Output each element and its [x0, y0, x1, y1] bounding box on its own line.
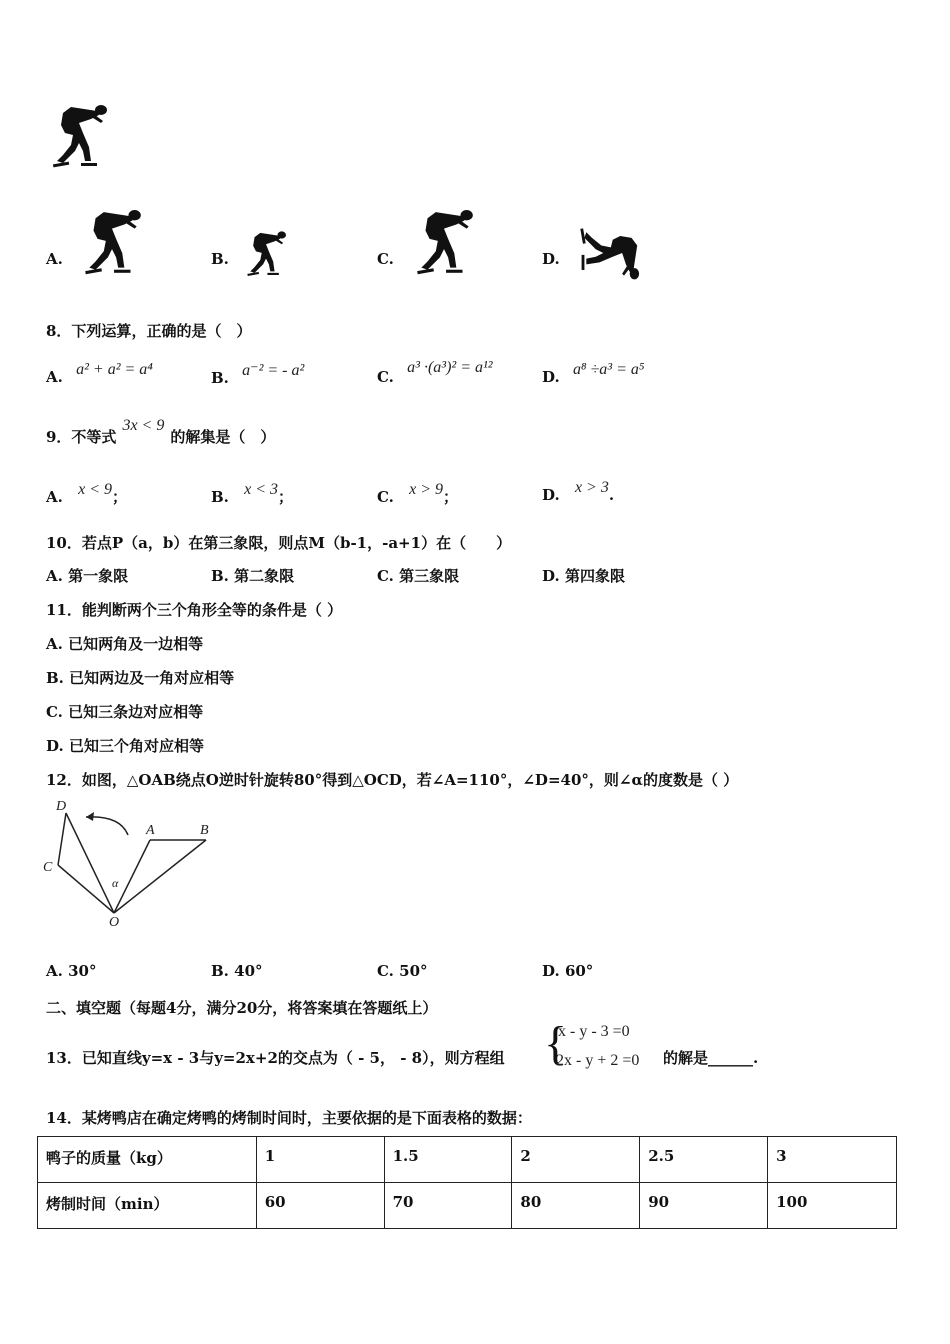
q8-option-d[interactable]: [542, 361, 645, 387]
label-o: O: [109, 915, 120, 930]
option-letter: B.: [211, 369, 229, 387]
q10-option-c[interactable]: [377, 565, 459, 586]
q12-option-b[interactable]: [211, 962, 263, 980]
q7-option-b-letter[interactable]: B.: [211, 250, 229, 268]
option-text: 已知三条边对应相等: [68, 703, 204, 721]
table-cell: 60: [256, 1183, 384, 1229]
table-row: [38, 1183, 897, 1229]
label-c: C: [43, 860, 53, 875]
option-text: 50°: [399, 962, 428, 980]
q8-d-expr: a⁸ ÷a³ = a⁵: [572, 361, 645, 378]
table-cell: 1: [256, 1137, 384, 1183]
q8-a-expr: a² + a² = a⁴: [76, 361, 153, 378]
punct: ；: [443, 488, 459, 506]
segment-ob: [114, 840, 206, 913]
option-letter: B.: [211, 962, 229, 980]
q13-eq2: 2x - y + 2 =0: [556, 1052, 640, 1069]
q9-option-b[interactable]: [211, 481, 294, 507]
q11-stem: 11．能判断两个三个角形全等的条件是（ ）: [46, 601, 343, 619]
q9-option-d[interactable]: [542, 479, 615, 505]
q9-d-expr: x > 3: [574, 479, 609, 496]
option-letter: D.: [542, 368, 560, 386]
q11-option-d[interactable]: [46, 735, 204, 756]
option-text: 已知两边及一角对应相等: [69, 669, 235, 687]
q8-stem: 8．下列运算，正确的是（ ）: [46, 322, 252, 340]
skater-icon[interactable]: [410, 208, 478, 280]
option-text: 第二象限: [234, 567, 295, 585]
q9-b-expr: x < 3: [244, 481, 279, 498]
option-letter: A.: [46, 488, 63, 506]
q10-stem: 10．若点P（a，b）在第三象限，则点M（b-1，-a+1）在（ ）: [46, 534, 512, 552]
table-cell: 70: [384, 1183, 512, 1229]
q12-option-d[interactable]: [542, 962, 593, 980]
option-text: 40°: [234, 962, 263, 980]
q9-option-a[interactable]: [46, 481, 128, 507]
table-cell: 100: [768, 1183, 897, 1229]
table-cell: 3: [768, 1137, 897, 1183]
table-cell: 2: [512, 1137, 640, 1183]
punct: ；: [278, 488, 294, 506]
table-row: [38, 1137, 897, 1183]
label-d: D: [56, 799, 67, 814]
section-heading: 二、填空题（每题4分，满分20分，将答案填在答题纸上）: [46, 999, 438, 1017]
skater-icon[interactable]: [78, 208, 146, 280]
table-cell: 1.5: [384, 1137, 512, 1183]
q8-b-expr: a⁻² = - a²: [242, 362, 305, 379]
q13-stem-prefix: 13．已知直线y=x - 3与y=2x+2的交点为（ - 5， - 8），则方程组: [46, 1049, 505, 1067]
option-letter: D.: [542, 962, 560, 980]
option-letter: B.: [46, 669, 64, 687]
option-text: 已知两角及一边相等: [68, 635, 204, 653]
reference-skater-icon: [46, 103, 112, 173]
option-letter: C.: [377, 962, 394, 980]
q10-option-a[interactable]: [46, 565, 128, 586]
option-letter: B.: [211, 488, 229, 506]
table-cell: 2.5: [640, 1137, 768, 1183]
q13-stem-suffix: 的解是______.: [663, 1049, 759, 1067]
label-b: B: [200, 823, 209, 838]
q10-option-b[interactable]: [211, 565, 294, 586]
q9-a-expr: x < 9: [78, 481, 113, 498]
option-text: 60°: [564, 962, 594, 980]
q12-option-c[interactable]: [377, 962, 428, 980]
option-letter: B.: [211, 567, 229, 585]
q9-stem-prefix: 9．不等式: [46, 428, 117, 446]
option-letter: C.: [377, 488, 394, 506]
q7-option-d-letter[interactable]: D.: [542, 250, 560, 268]
option-text: 第一象限: [68, 567, 129, 585]
q7-option-c-letter[interactable]: C.: [377, 250, 394, 268]
q12-stem: 12．如图，△OAB绕点O逆时针旋转80°得到△OCD，若∠A=110°，∠D=40°，则∠α的度数是（ ）: [46, 771, 739, 789]
option-letter: D.: [46, 737, 64, 755]
segment-dc: [58, 813, 66, 865]
q14-stem: 14．某烤鸭店在确定烤鸭的烤制时间时，主要依据的是下面表格的数据：: [46, 1109, 532, 1127]
table-cell: 90: [640, 1183, 768, 1229]
q14-table: [37, 1136, 897, 1229]
table-cell: 80: [512, 1183, 640, 1229]
segment-do: [66, 813, 114, 913]
brace-icon: {: [544, 1017, 568, 1070]
segment-oa: [114, 840, 150, 913]
label-alpha: α: [112, 876, 119, 890]
option-letter: A.: [46, 368, 63, 386]
q13-eq1: x - y - 3 =0: [558, 1023, 630, 1040]
option-letter: D.: [542, 567, 560, 585]
option-letter: A.: [46, 635, 63, 653]
option-letter: C.: [46, 703, 63, 721]
label-a: A: [146, 823, 155, 838]
arrow-head-icon: [86, 812, 94, 821]
q8-option-c[interactable]: [377, 359, 493, 387]
punct: .: [608, 486, 615, 504]
option-letter: C.: [377, 368, 394, 386]
q7-option-a-letter[interactable]: A.: [46, 250, 63, 268]
option-letter: A.: [46, 567, 63, 585]
option-letter: D.: [542, 486, 560, 504]
skater-mirrored-icon[interactable]: [575, 220, 641, 286]
option-text: 第三象限: [399, 567, 460, 585]
q9-stem: [46, 417, 276, 447]
q8-option-b[interactable]: [211, 362, 305, 388]
q9-stem-suffix: 的解集是（ ）: [170, 428, 276, 446]
q9-option-c[interactable]: [377, 481, 459, 507]
q11-option-a[interactable]: [46, 633, 203, 654]
q9-inequality: 3x < 9: [122, 417, 165, 434]
q8-option-a[interactable]: [46, 361, 153, 387]
q9-c-expr: x > 9: [409, 481, 444, 498]
skater-icon[interactable]: [243, 230, 289, 280]
option-letter: C.: [377, 567, 394, 585]
q12-option-a[interactable]: [46, 962, 96, 980]
q12-figure: [40, 795, 230, 935]
option-letter: A.: [46, 962, 63, 980]
row-label: 鸭子的质量（kg）: [38, 1137, 257, 1183]
q8-c-expr: a³ ·(a³)² = a¹²: [407, 359, 493, 376]
option-text: 第四象限: [564, 567, 625, 585]
segment-co: [58, 865, 114, 913]
option-text: 已知三个角对应相等: [68, 737, 204, 755]
q10-option-d[interactable]: [542, 565, 625, 586]
q11-option-c[interactable]: [46, 701, 203, 722]
row-label: 烤制时间（min）: [38, 1183, 257, 1229]
q11-option-b[interactable]: [46, 667, 234, 688]
punct: ；: [112, 488, 128, 506]
option-text: 30°: [68, 962, 97, 980]
